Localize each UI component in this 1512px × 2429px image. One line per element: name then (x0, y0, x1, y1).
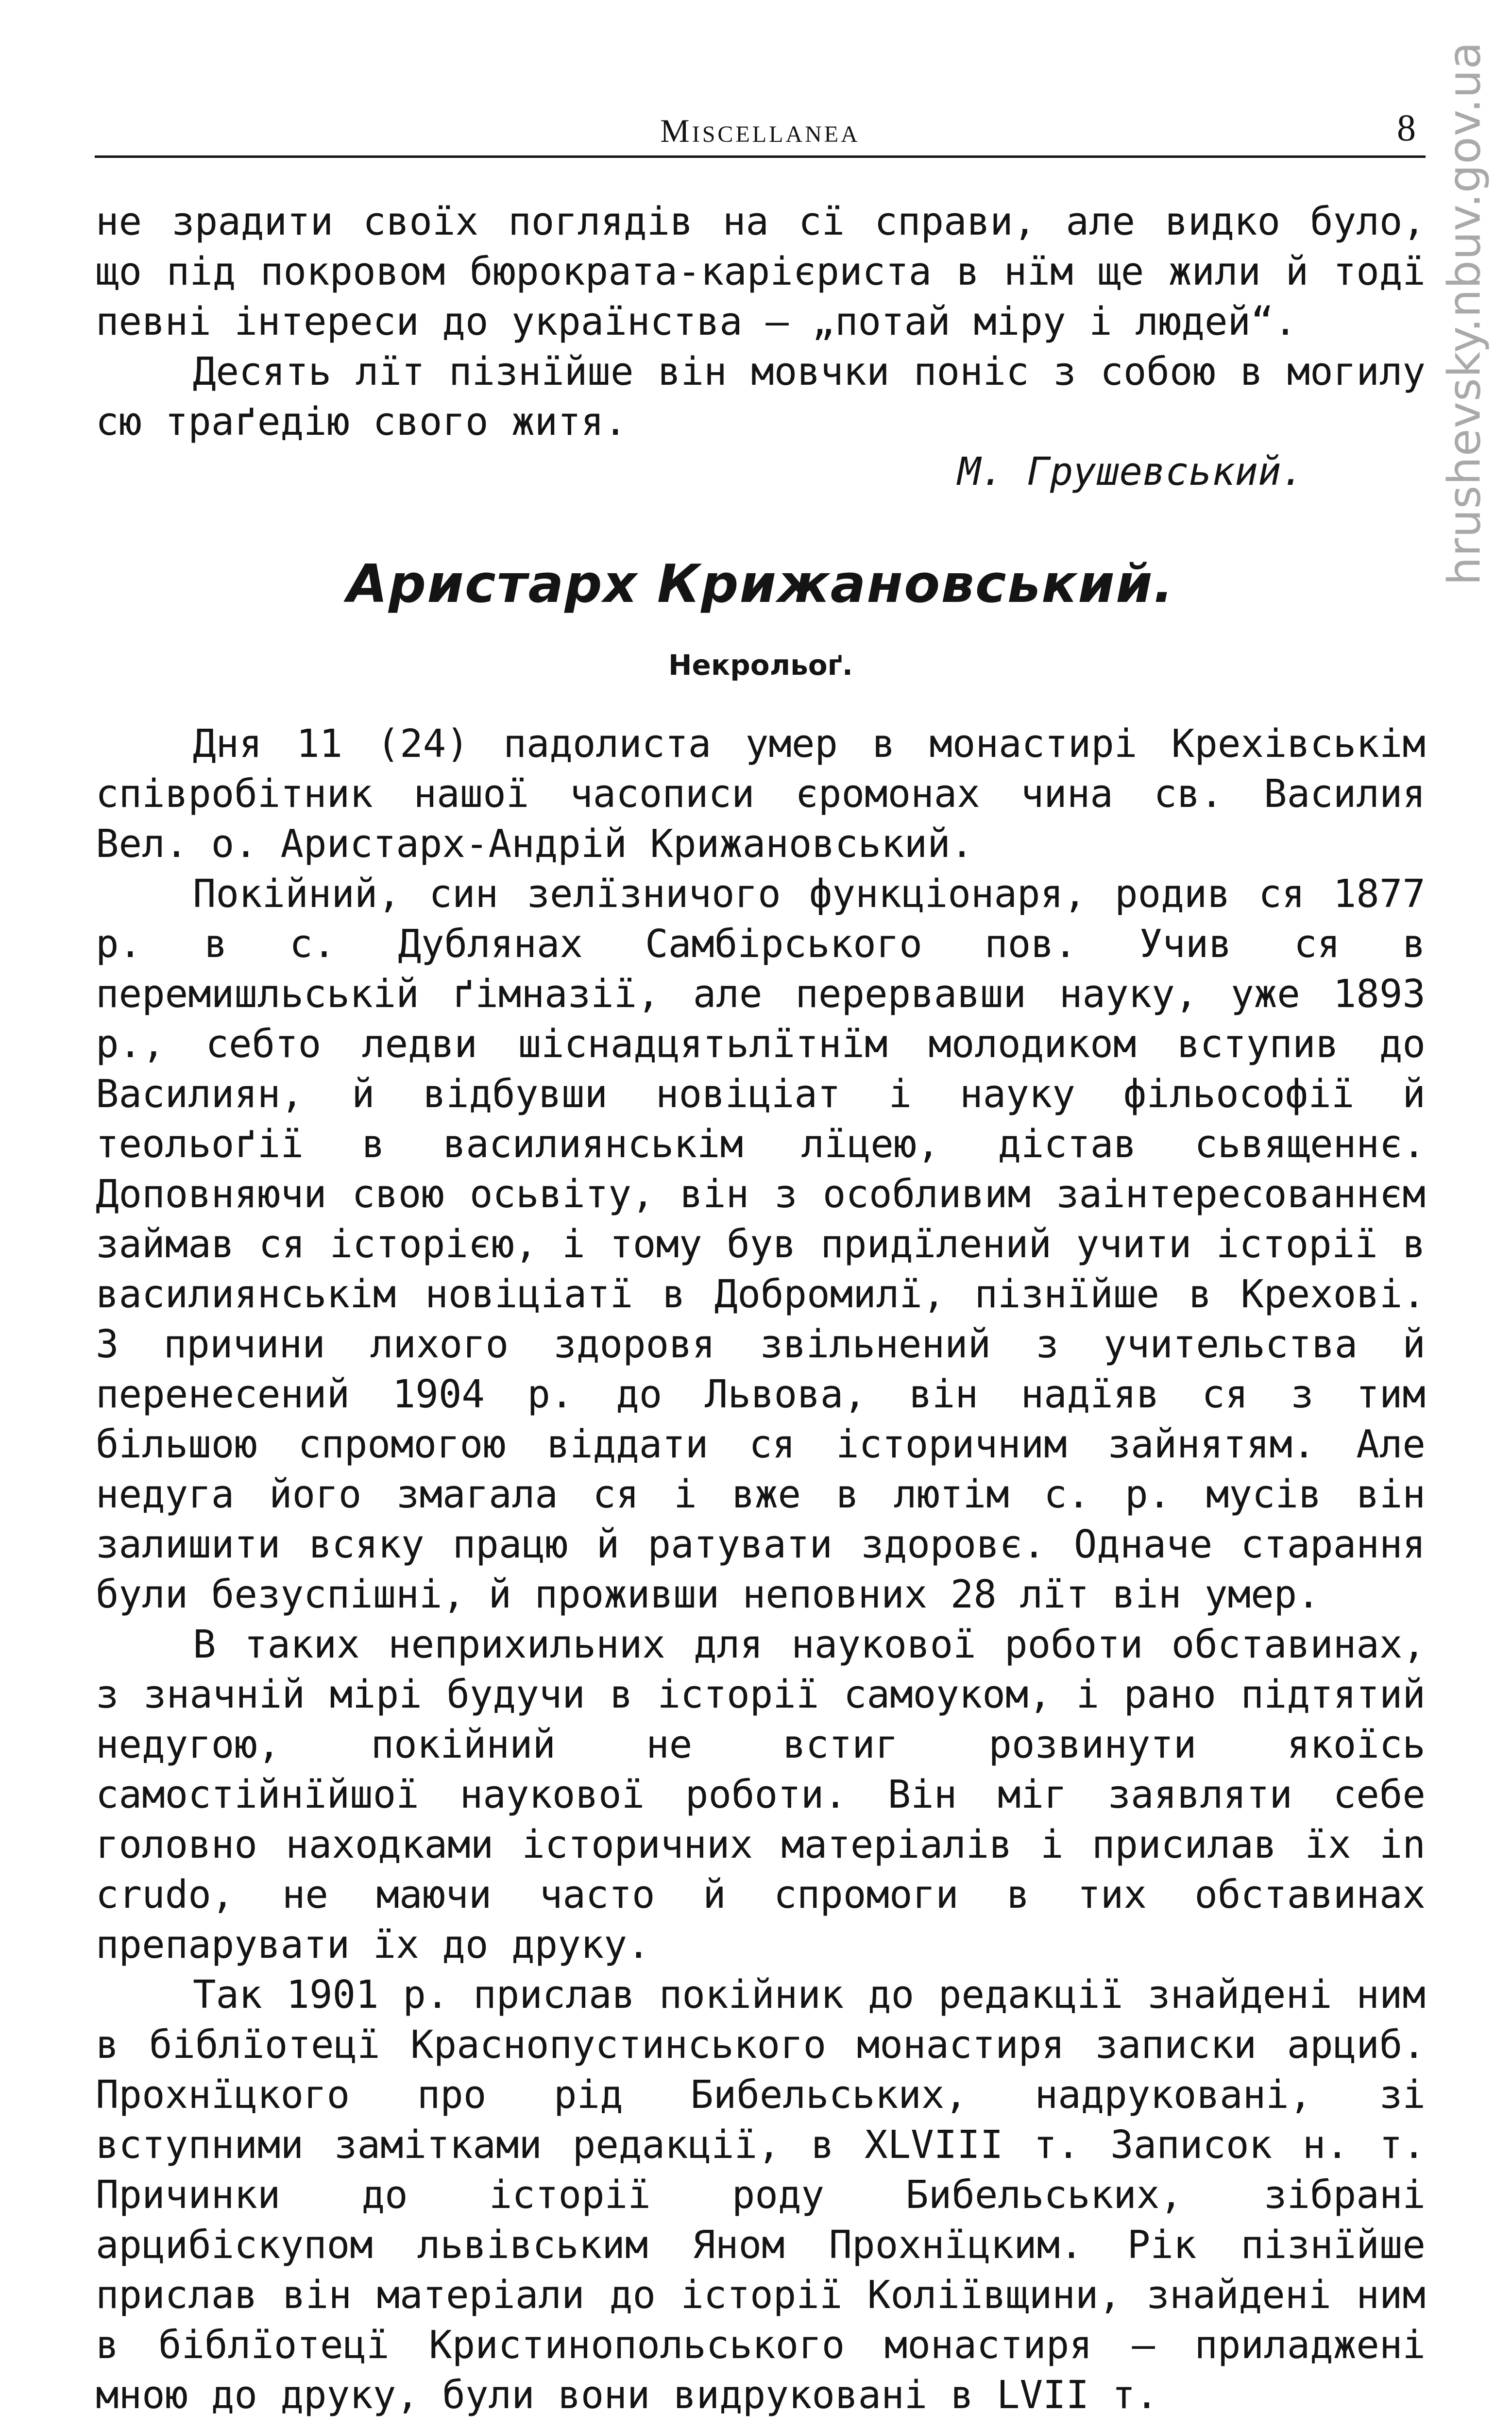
running-header (95, 102, 1426, 155)
header-rule (95, 155, 1426, 158)
intro-paragraph-closing: Десять лїт пізнїйше він мовчки поніс з собою в могилу сю траґедію свого житя. (96, 349, 1426, 444)
body-paragraph: Дня 11 (24) падолиста умер в монастирі Крехівськім співробітник нашої часописи єромонах чина св. Василия Вел. о. Аристарх-Андрій Крижановський. (96, 721, 1426, 866)
page-number: 8 (1397, 106, 1416, 149)
article-subtitle: Некрольоґ. (668, 649, 853, 682)
running-title: Miscellanea (660, 112, 860, 149)
signature-line (96, 447, 1304, 497)
body-paragraph: Покійний, син зелїзничого функціонаря, родив ся 1877 р. в с. Дублянах Самбірського пов. Учив ся в перемишльській ґімназії, але перервавши науку, уже 1893 р., себто ледви шіснадцятьлїтнїм молодиком вступив до Василиян, й відбувши новіціат і науку фільософії й теольоґії в василиянськім лїцею, дістав сьвященнє. Доповняючи свою осьвіту, він з особливим заінтересованнєм займав ся історією, і тому був придїлений учити історії в василиянськім новіціатї в Добромилї, пізнїйше в Крехові. З причини лихого здоровя звільнений з учительства й перенесений 1904 р. до Львова, він надїяв ся з тим більшою спромогою віддати ся історичним зайнятям. Але недуга його змагала ся і вже в лютім с. р. мусів він залишити всяку працю й ратувати здоровє. Одначе старання були безуспішні, й проживши неповних 28 лїт він умер. (96, 872, 1426, 1617)
intro-section (96, 197, 1426, 497)
body-paragraph: Так 1901 р. прислав покійник до редакції знайдені ним в біблїотецї Краснопустинського монастиря записки арциб. Прохнїцкого про рід Бибельських, надруковані, зі вступними замітками редакції, в XLVIII т. Записок н. т. Причинки до історії роду Бибельських, зібрані арцибіскупом львівським Яном Прохнїцким. Рік пізнїйше прислав він матеріали до історії Коліївщини, знайдені ним в біблїотецї Кристинопольського монастиря — приладжені мною до друку, були вони видруковані в LVII т. (96, 1972, 1426, 2417)
author-signature: М. Грушевський. (957, 449, 1304, 494)
article-title: Аристарх Крижановський. (347, 554, 1174, 615)
watermark-text: hrushevsky.nbuv.gov.ua (1438, 41, 1491, 585)
body-paragraph: В таких неприхильних для наукової роботи обставинах, з значній мірі будучи в історії самоуком, і рано підтятий недугою, покійний не встиг розвинути якоїсь самостійнїйшої наукової роботи. Він міг заявляти себе головно находками історичних матеріалів і присилав їх in crudo, не маючи часто й спромоги в тих обставинах препарувати їх до друку. (96, 1622, 1426, 1967)
watermark (1435, 10, 1494, 617)
article-body (96, 719, 1426, 2420)
intro-paragraph: не зрадити своїх поглядів на сї справи, але видко було, що під покровом бюрократа-карієриста в нїм ще жили й тодї певні інтереси до українства — „потай міру і людей“. (96, 199, 1426, 344)
